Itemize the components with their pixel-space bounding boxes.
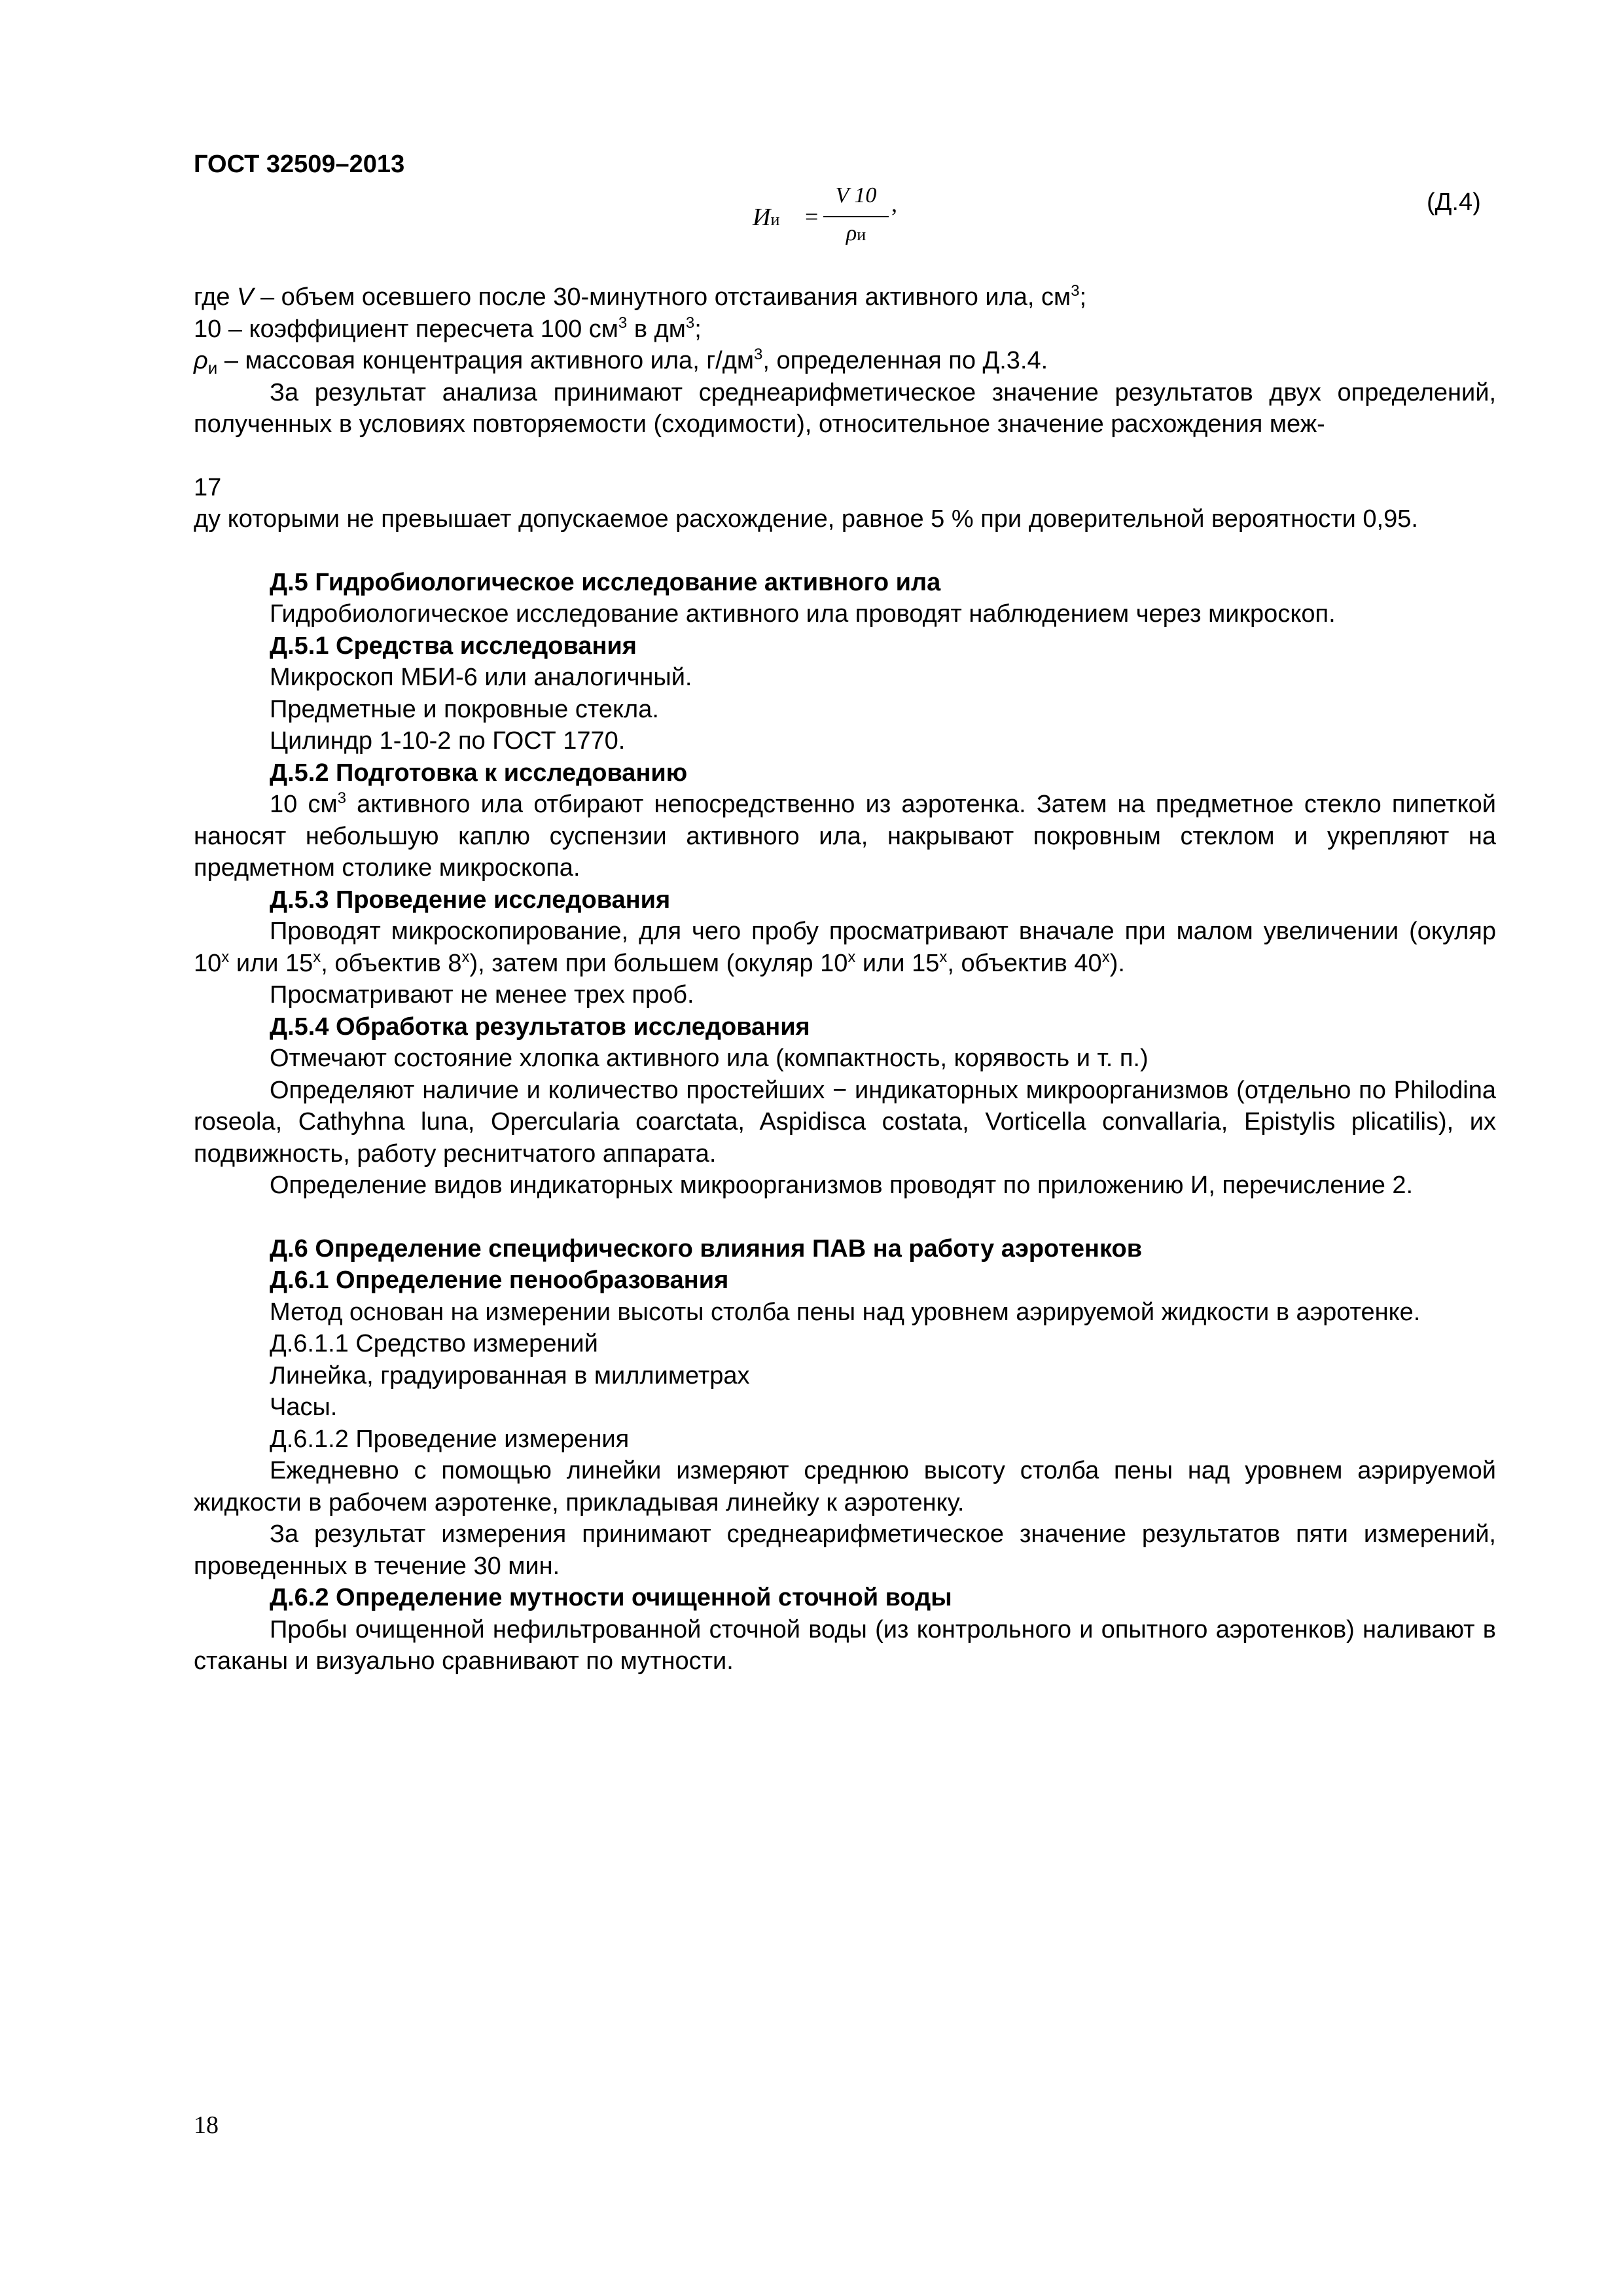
list-item: Часы. bbox=[270, 1393, 338, 1421]
section-d54-text-3: Определение видов индикаторных микроорганизмов проводят по приложению И, перечисление 2. bbox=[270, 1172, 1414, 1199]
paragraph-result: За результат анализа принимают среднеарифметическое значение результатов двух определений, полученных в условиях повторяемости (сходимости), относительное значение расхождения меж- bbox=[194, 378, 1496, 438]
section-d5-title: Д.5 Гидробиологическое исследование активного ила bbox=[270, 568, 941, 596]
spacer bbox=[194, 440, 1496, 472]
formula-equals: = bbox=[805, 204, 819, 230]
definition-rho: $\rho_и$ – массовая концентрация активного ила, $г/дм^3$, определенная по Д.3.4. bbox=[194, 346, 1048, 378]
stray-page-number: 17 bbox=[194, 473, 222, 501]
formula-d4 bbox=[753, 183, 910, 262]
section-d53-title: Д.5.3 Проведение исследования bbox=[270, 886, 671, 914]
section-d612-text-1: Ежедневно с помощью линейки измеряют среднюю высоту столба пены над уровнем аэрируемой жидкости в рабочем аэротенке, прикладывая линейку к аэротенку. bbox=[194, 1457, 1496, 1516]
section-d54-text-2: Определяют наличие и количество простейших − индикаторных микроорганизмов (отдельно по Philodina roseola, Cathyhna luna, Opercularia coarctata, Aspidisca costata, Vorticella convallaria, Epistylis plicatilis), их подвижность, работу реснитчатого аппарата. bbox=[194, 1076, 1496, 1168]
section-d51-title: Д.5.1 Средства исследования bbox=[270, 632, 637, 660]
section-d611-title: Д.6.1.1 Средство измерений bbox=[270, 1330, 598, 1357]
formula-numerator: V 10 bbox=[835, 183, 877, 207]
section-d53-text-2: Просматривают не менее трех проб. bbox=[270, 981, 694, 1009]
formula-comma: , bbox=[891, 190, 897, 217]
section-d612-title: Д.6.1.2 Проведение измерения bbox=[270, 1425, 630, 1453]
definition-v: где V – объем осевшего после 30-минутного отстаивания активного ила, $см^3$; bbox=[194, 282, 1087, 311]
list-item: Предметные и покровные стекла. bbox=[270, 695, 659, 723]
list-item: Цилиндр 1-10-2 по ГОСТ 1770. bbox=[270, 727, 626, 755]
section-d62-text: Пробы очищенной нефильтрованной сточной воды (из контрольного и опытного аэротенков) наливают в стаканы и визуально сравнивают по мутности. bbox=[194, 1615, 1496, 1675]
section-d612-text-2: За результат измерения принимают среднеарифметическое значение результатов пяти измерений, проведенных в течение 30 мин. bbox=[194, 1520, 1496, 1580]
formula-number: (Д.4) bbox=[1427, 188, 1481, 216]
formula-lhs: Ии bbox=[753, 204, 780, 231]
formula-denominator: ρи bbox=[846, 221, 866, 245]
fraction-bar bbox=[823, 216, 889, 217]
definition-coefficient: 10 – коэффициент пересчета 100 $см^3$ в $дм^3$; bbox=[194, 314, 702, 343]
section-d52-text: 10 $см^3$ активного ила отбирают непосредственно из аэротенка. Затем на предметное стекло пипеткой наносят небольшую каплю суспензии активного ила, накрывают покровным стеклом и укрепляют на предметном столике микроскопа. bbox=[194, 789, 1496, 882]
section-d6-title: Д.6 Определение специфического влияния ПАВ на работу аэротенков bbox=[270, 1234, 1143, 1263]
list-item: Линейка, градуированная в миллиметрах bbox=[270, 1361, 750, 1390]
page-header-title: ГОСТ 32509–2013 bbox=[194, 151, 405, 178]
page-number: 18 bbox=[194, 2111, 219, 2139]
section-d61-text: Метод основан на измерении высоты столба пены над уровнем аэрируемой жидкости в аэротенке. bbox=[270, 1298, 1421, 1326]
section-d54-text-1: Отмечают состояние хлопка активного ила (компактность, корявость и т. п.) bbox=[270, 1045, 1149, 1072]
section-d52-title: Д.5.2 Подготовка к исследованию bbox=[270, 759, 688, 787]
section-d62-title: Д.6.2 Определение мутности очищенной сточной воды bbox=[270, 1584, 952, 1611]
section-d54-title: Д.5.4 Обработка результатов исследования bbox=[270, 1013, 810, 1041]
section-d61-title: Д.6.1 Определение пенообразования bbox=[270, 1266, 729, 1294]
paragraph-continuation: ду которыми не превышает допускаемое расхождение, равное 5 % при доверительной вероятности 0,95. bbox=[194, 505, 1418, 533]
list-item: Микроскоп МБИ-6 или аналогичный. bbox=[270, 664, 692, 691]
section-d53-text: Проводят микроскопирование, для чего пробу просматривают вначале при малом увеличении (окуляр 10$^x$ или 15$^x$, объектив 8$^x$), затем при большем (окуляр 10$^x$ или 15$^x$, объектив 40$^x$). bbox=[194, 918, 1496, 977]
body-text bbox=[194, 281, 1496, 1677]
section-d5-intro: Гидробиологическое исследование активного ила проводят наблюдением через микроскоп. bbox=[270, 600, 1336, 628]
